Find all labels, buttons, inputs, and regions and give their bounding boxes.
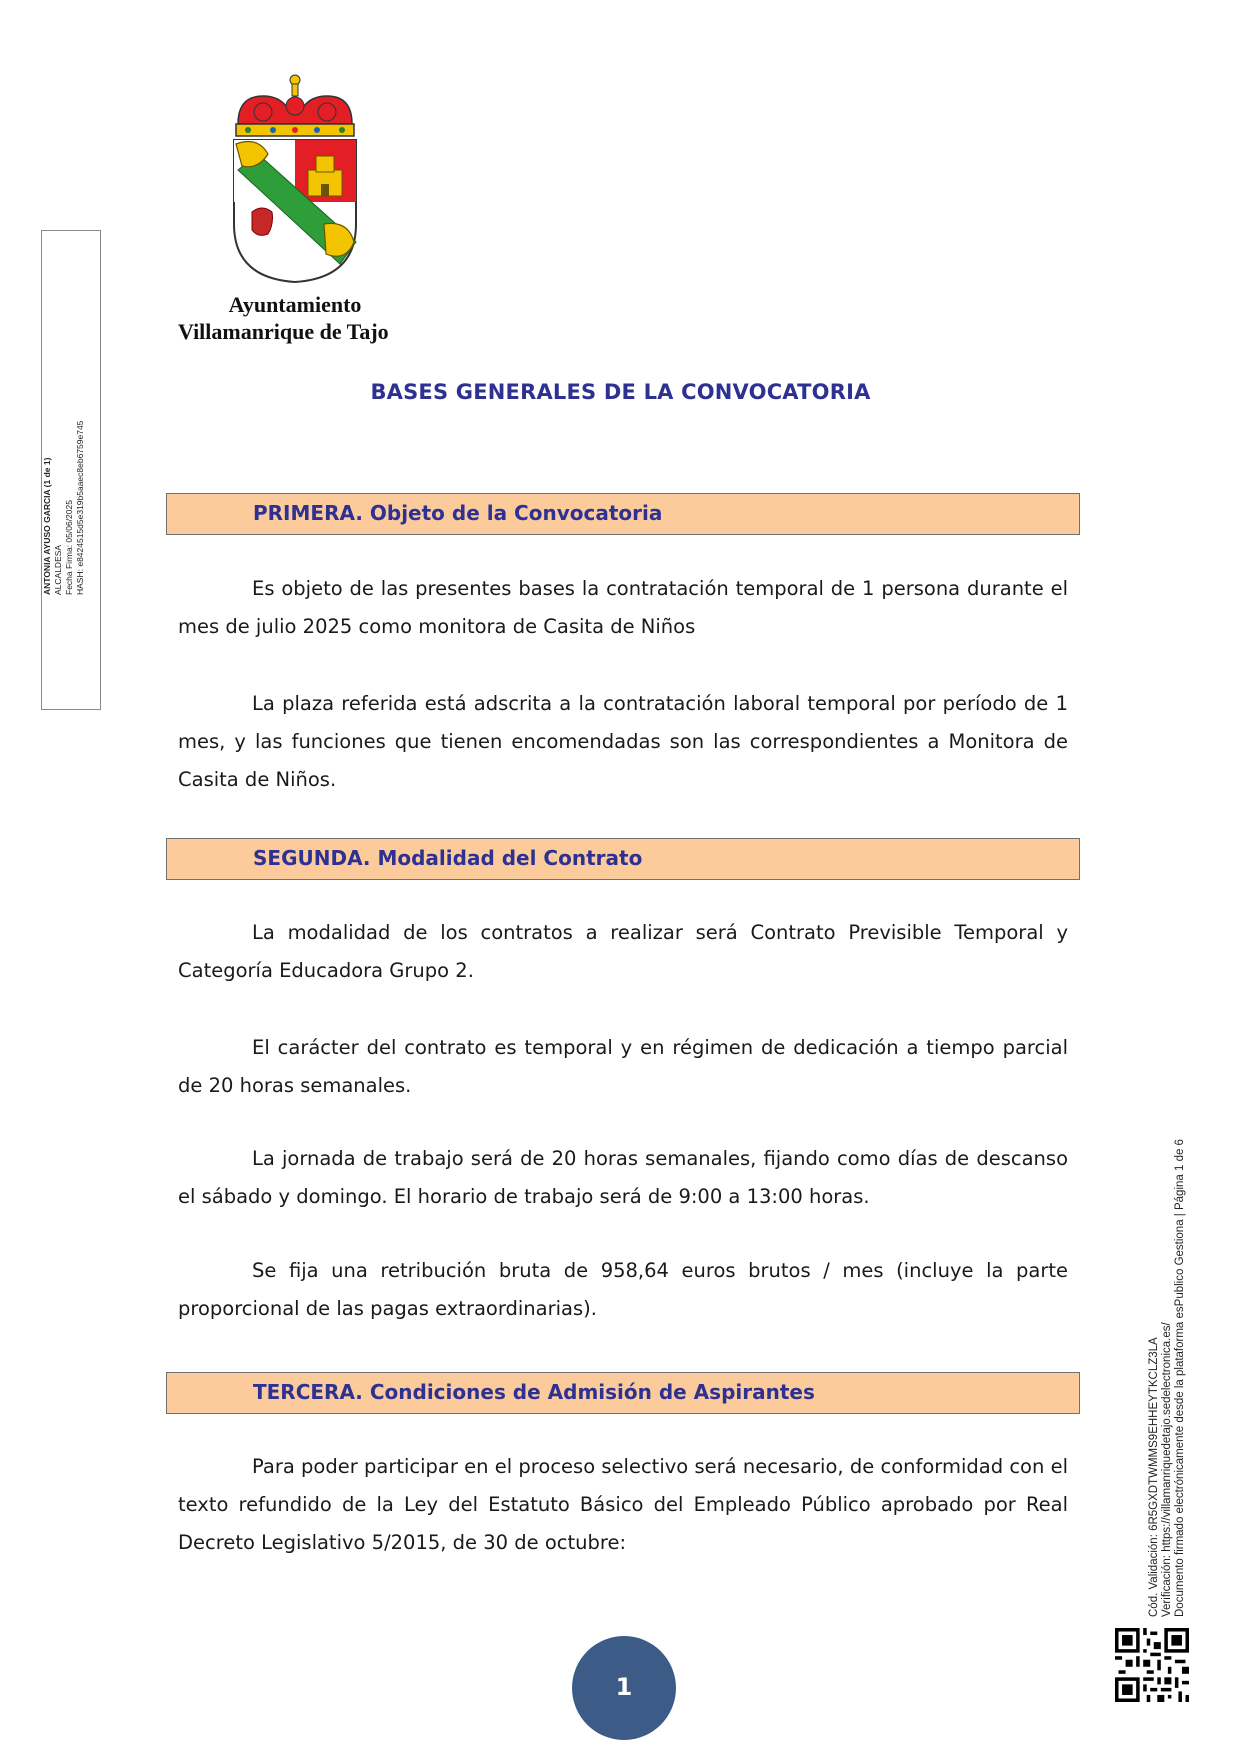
document-title: BASES GENERALES DE LA CONVOCATORIA bbox=[370, 380, 871, 404]
qr-code-icon[interactable] bbox=[1115, 1628, 1189, 1702]
verification-url[interactable]: Verificación: https://villamanriquedetajo.sedelectronica.es/ bbox=[1161, 1322, 1173, 1617]
paragraph: El carácter del contrato es temporal y en régimen de dedicación a tiempo parcial de 20 horas semanales. bbox=[178, 1036, 1068, 1097]
validation-code: Cód. Validación: 6R5GXDTWMMS9EHHEYTKCLZ3LA bbox=[1148, 1337, 1160, 1617]
paragraph: La modalidad de los contratos a realizar será Contrato Previsible Temporal y Categoría Educadora Grupo 2. bbox=[178, 921, 1068, 982]
paragraph: Es objeto de las presentes bases la contratación temporal de 1 persona durante el mes de julio 2025 como monitora de Casita de Niños bbox=[178, 577, 1068, 638]
section-heading-segunda bbox=[166, 838, 1080, 880]
signature-hash: HASH: e8424515d5e319b5aaec8eb6759e745 bbox=[75, 420, 85, 595]
signer-role: ALCALDESA bbox=[53, 544, 63, 595]
paragraph: La jornada de trabajo será de 20 horas semanales, fijando como días de descanso el sábado y domingo. El horario de trabajo será de 9:00 a 13:00 horas. bbox=[178, 1147, 1068, 1208]
paragraph: Para poder participar en el proceso selectivo será necesario, de conformidad con el texto refundido de la Ley del Estatuto Básico del Empleado Público aprobado por Real Decreto Legislativo 5/2015, de 30 de octubre: bbox=[178, 1455, 1068, 1554]
page-number: 1 bbox=[615, 1673, 633, 1701]
organization-name: Ayuntamiento bbox=[228, 292, 362, 317]
verification-block bbox=[1148, 1139, 1187, 1617]
signature-date: Fecha Firma: 05/06/2025 bbox=[64, 500, 74, 595]
organization-locality: Villamanrique de Tajo bbox=[178, 319, 389, 344]
section-heading-tercera bbox=[166, 1372, 1080, 1414]
paragraph: La plaza referida está adscrita a la contratación laboral temporal por período de 1 mes, y las funciones que tienen encomendadas son las correspondientes a Monitora de Casita de Niños. bbox=[178, 692, 1068, 791]
coat-of-arms-icon bbox=[228, 74, 362, 286]
paragraph: Se fija una retribución bruta de 958,64 euros brutos / mes (incluye la parte proporcional de las pagas extraordinarias). bbox=[178, 1259, 1068, 1320]
section-heading-text: TERCERA. Condiciones de Admisión de Aspirantes bbox=[253, 1380, 815, 1404]
page-number-badge bbox=[572, 1636, 676, 1740]
signer-name: ANTONIA AYUSO GARCIA (1 de 1) bbox=[42, 457, 52, 595]
section-heading-text: SEGUNDA. Modalidad del Contrato bbox=[253, 846, 643, 870]
platform-note: Documento firmado electrónicamente desde la plataforma esPublico Gestiona | Página 1 de 6 bbox=[1174, 1139, 1186, 1617]
section-heading-primera bbox=[166, 493, 1080, 535]
section-heading-text: PRIMERA. Objeto de la Convocatoria bbox=[253, 501, 663, 525]
signature-block bbox=[42, 421, 86, 595]
